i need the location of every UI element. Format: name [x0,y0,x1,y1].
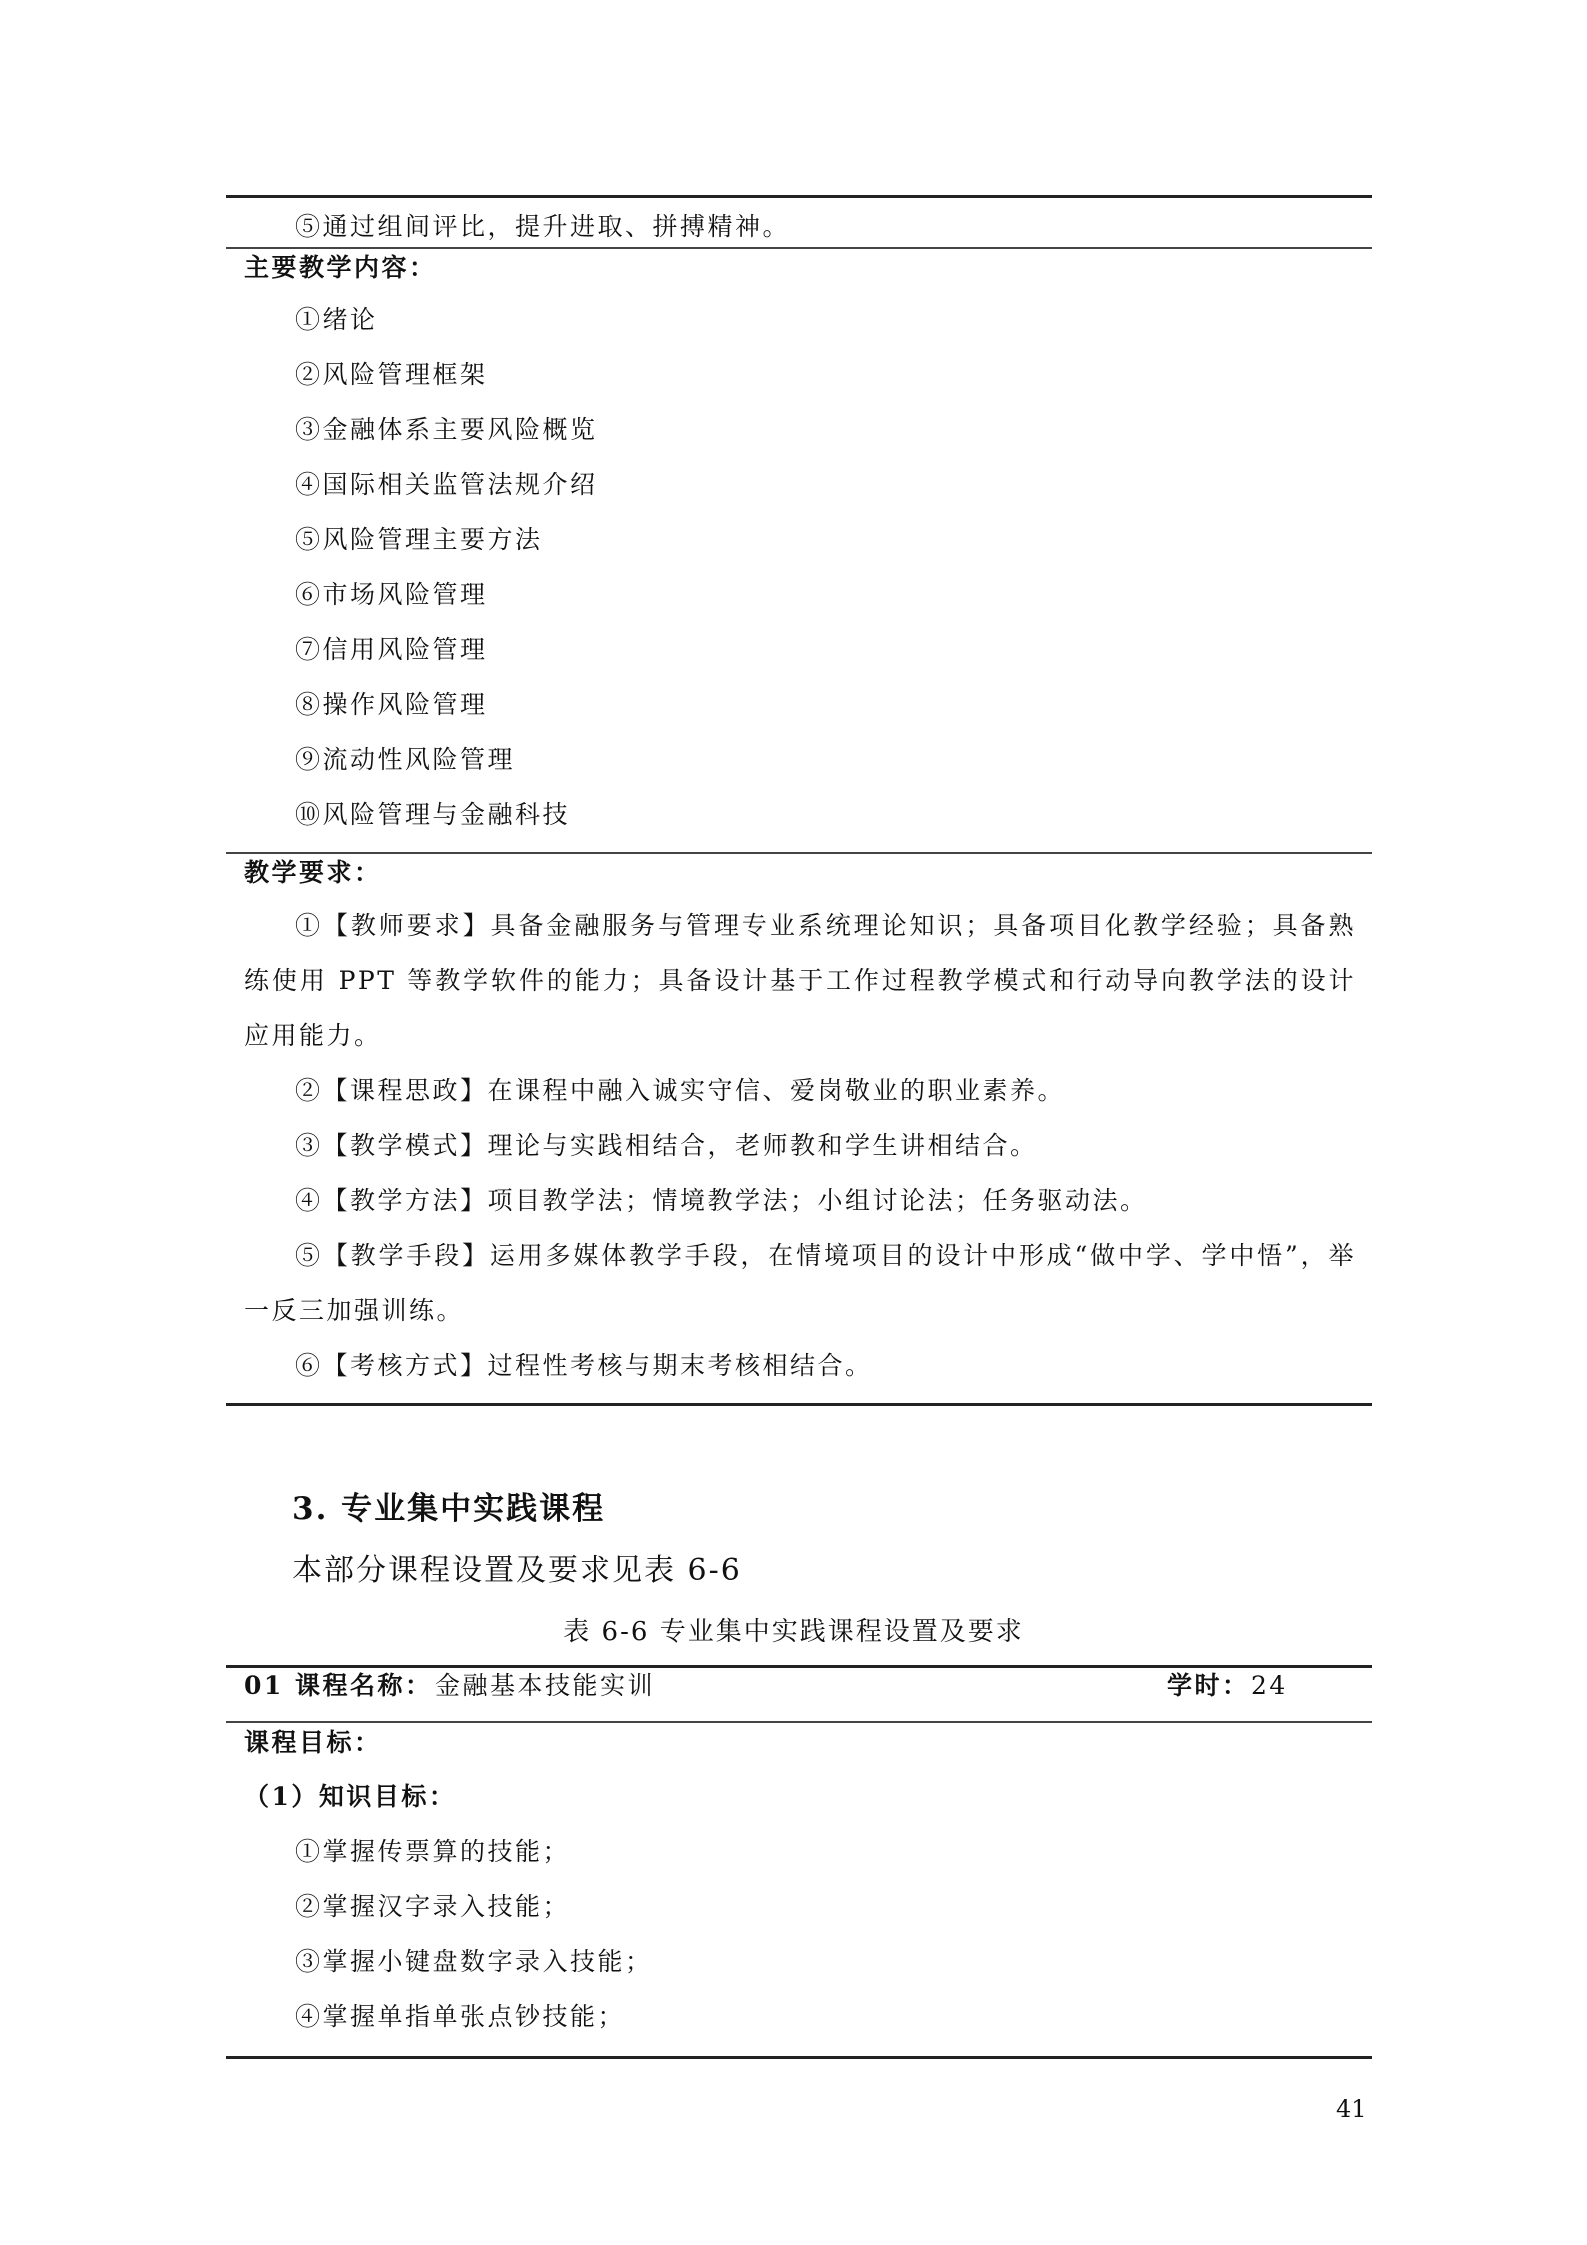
table-caption: 表 6-6 专业集中实践课程设置及要求 [563,1617,1024,1647]
content-heading: 主要教学内容： [244,253,437,282]
table-top-rule [226,195,1372,198]
content-item: ①绪论 [295,305,378,334]
content-item: ⑦信用风险管理 [295,635,488,664]
course-name-value: 金融基本技能实训 [435,1671,656,1700]
content-item: ④国际相关监管法规介绍 [295,470,598,499]
requirement-item: ⑥【考核方式】过程性考核与期末考核相结合。 [295,1351,873,1380]
content-item: ⑩风险管理与金融科技 [295,800,571,829]
section-heading: 3. 专业集中实践课程 [292,1491,606,1527]
course-name-label: 01 课程名称： [244,1671,433,1700]
content-item: ②风险管理框架 [295,360,488,389]
section-intro: 本部分课程设置及要求见表 6-6 [292,1553,742,1588]
table-bottom-rule [226,1403,1372,1406]
table-bottom-rule [226,2056,1372,2059]
content-item: ⑧操作风险管理 [295,690,488,719]
requirement-item: ③【教学模式】理论与实践相结合，老师教和学生讲相结合。 [295,1131,1038,1160]
goal-heading: 课程目标： [244,1728,382,1757]
requirement-item: ⑤【教学手段】运用多媒体教学手段，在情境项目的设计中形成“做中学、学中悟”，举一反三加强训练。 [244,1241,1356,1325]
knowledge-item: ①掌握传票算的技能； [295,1837,571,1866]
table-top-rule [226,1665,1372,1668]
knowledge-item: ③掌握小键盘数字录入技能； [295,1947,653,1976]
content-item: ⑨流动性风险管理 [295,745,516,774]
requirement-item: ④【教学方法】项目教学法；情境教学法；小组讨论法；任务驱动法。 [295,1186,1148,1215]
content-item: ⑤风险管理主要方法 [295,525,543,554]
requirement-item: ②【课程思政】在课程中融入诚实守信、爱岗敬业的职业素养。 [295,1076,1066,1105]
course-hours-value: 24 [1251,1671,1288,1700]
table-row-divider [226,1721,1372,1723]
page-number: 41 [1336,2095,1367,2123]
table-row-divider [226,852,1372,854]
content-item: ⑥市场风险管理 [295,580,488,609]
knowledge-goal-heading: （1）知识目标： [244,1782,457,1811]
knowledge-item: ②掌握汉字录入技能； [295,1892,571,1921]
course-hours-label: 学时： [1167,1671,1250,1700]
requirement-item: ①【教师要求】具备金融服务与管理专业系统理论知识；具备项目化教学经验；具备熟练使用 PPT 等教学软件的能力；具备设计基于工作过程教学模式和行动导向教学法的设计应用能力。 [244,911,1356,1050]
knowledge-item: ④掌握单指单张点钞技能； [295,2002,626,2031]
requirements-heading: 教学要求： [244,858,382,887]
table-row-divider [226,247,1372,249]
previous-objective-item: ⑤通过组间评比，提升进取、拼搏精神。 [295,212,791,241]
content-item: ③金融体系主要风险概览 [295,415,598,444]
